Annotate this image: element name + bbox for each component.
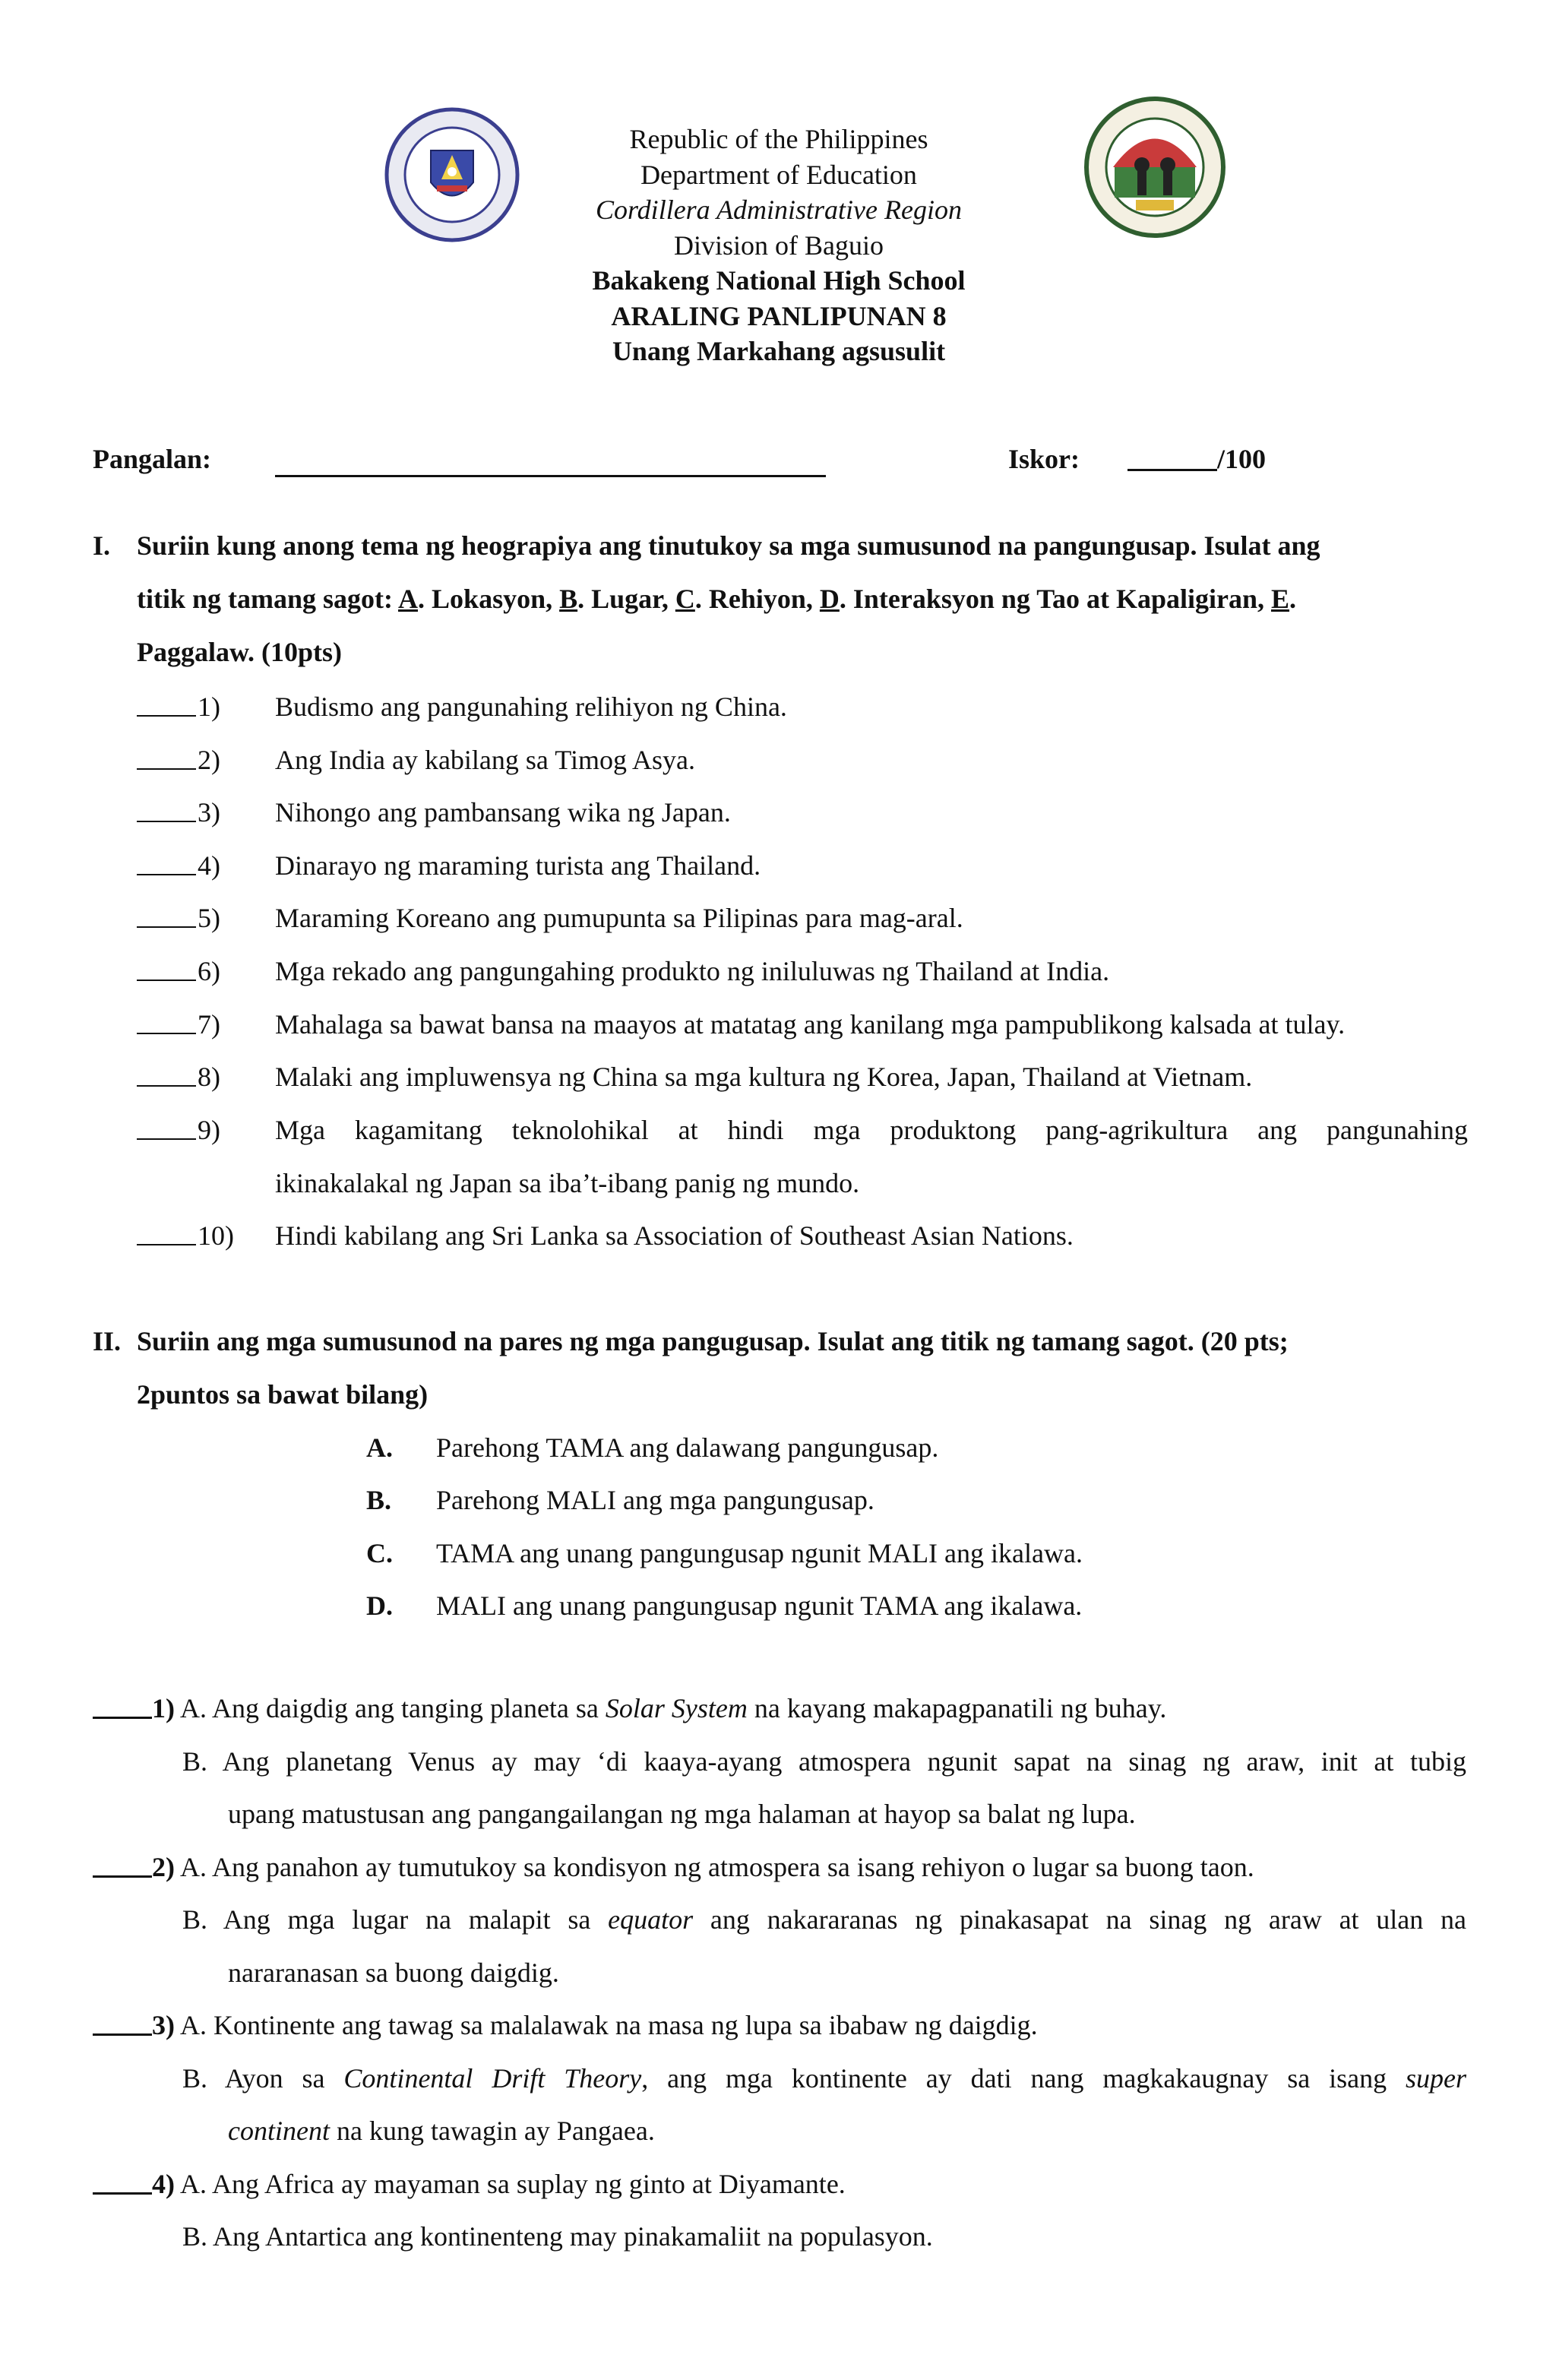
question-text: Nihongo ang pambansang wika ng Japan. xyxy=(275,797,731,828)
header-region: Cordillera Administrative Region xyxy=(596,195,962,225)
answer-blank[interactable] xyxy=(137,998,198,1051)
question-text: Dinarayo ng maraming turista ang Thailand. xyxy=(275,850,761,881)
name-blank[interactable] xyxy=(275,475,826,477)
question-number: 1) xyxy=(152,1693,175,1723)
header-republic: Republic of the Philippines xyxy=(629,124,928,154)
option-a-letter: A xyxy=(398,584,419,614)
option-e-text: . xyxy=(1289,584,1297,614)
part2-question xyxy=(93,1840,1254,1894)
choice-text: MALI ang unang pangungusap ngunit TAMA ang ikalawa. xyxy=(436,1590,1083,1621)
statement-a: A. Ang panahon ay tumutukoy sa kondisyon ng atmospera sa isang rehiyon o lugar sa buong taon. xyxy=(175,1852,1254,1882)
part1-instruction-line3: Paggalaw. (10pts) xyxy=(137,637,342,667)
question-text: Mga rekado ang pangungahing produkto ng iniluluwas ng Thailand at India. xyxy=(275,956,1110,986)
answer-blank[interactable] xyxy=(137,733,198,786)
name-score-row xyxy=(93,443,1468,481)
option-c-text: . Rehiyon, xyxy=(694,584,820,614)
option-d-letter: D xyxy=(819,584,840,614)
statement-b-end: ang nakararanas ng pinakasapat na sinag ng araw at ulan na xyxy=(693,1904,1466,1935)
question-number: 5) xyxy=(198,903,220,933)
statement-b-emphasis-3: continent xyxy=(228,2116,330,2146)
answer-blank[interactable] xyxy=(137,945,198,998)
header-school: Bakakeng National High School xyxy=(592,265,966,296)
answer-blank[interactable] xyxy=(137,680,198,733)
answer-blank[interactable] xyxy=(137,1209,198,1262)
statement-b-emphasis-2: super xyxy=(1406,2063,1467,2094)
statement-b-emphasis: equator xyxy=(608,1904,694,1935)
part1-instruction-line2 xyxy=(137,572,1474,625)
statement-a: A. Ang daigdig ang tanging planeta sa xyxy=(175,1693,606,1723)
option-a-text: . Lokasyon, xyxy=(418,584,560,614)
choice-text: Parehong TAMA ang dalawang pangungusap. xyxy=(436,1432,939,1463)
choice-letter: C. xyxy=(366,1538,393,1568)
header-exam-title: Unang Markahang agsusulit xyxy=(612,336,946,366)
header-subject: ARALING PANLIPUNAN 8 xyxy=(611,300,947,331)
answer-blank[interactable] xyxy=(137,1103,198,1157)
question-number: 4) xyxy=(198,850,220,881)
score-field[interactable] xyxy=(1127,443,1266,475)
choice-letter: B. xyxy=(366,1485,392,1515)
question-text: Maraming Koreano ang pumupunta sa Pilipinas para mag-aral. xyxy=(275,903,963,933)
header-division: Division of Baguio xyxy=(674,229,884,261)
question-number: 4) xyxy=(152,2169,175,2199)
statement-a: A. Kontinente ang tawag sa malalawak na masa ng lupa sa ibabaw ng daigdig. xyxy=(175,2010,1038,2040)
question-text: Hindi kabilang ang Sri Lanka sa Association of Southeast Asian Nations. xyxy=(275,1220,1074,1251)
statement-b-emphasis: Continental Drift Theory xyxy=(343,2063,642,2094)
statement-a-end: na kayang makapagpanatili ng buhay. xyxy=(747,1693,1167,1723)
answer-blank[interactable] xyxy=(93,2157,152,2195)
part2-question xyxy=(93,1999,1038,2052)
header-department: Department of Education xyxy=(640,159,917,190)
score-label: Iskor: xyxy=(1008,444,1080,474)
answer-blank[interactable] xyxy=(93,1999,152,2036)
question-text: Ang India ay kabilang sa Timog Asya. xyxy=(275,745,695,775)
part2-question xyxy=(93,2157,846,2211)
choice-text: Parehong MALI ang mga pangungusap. xyxy=(436,1485,874,1515)
statement-b xyxy=(182,2052,1466,2105)
answer-blank[interactable] xyxy=(93,1682,152,1719)
statement-b-continued: upang matustusan ang pangangailangan ng mga halaman at hayop sa balat ng lupa. xyxy=(228,1799,1136,1829)
question-number: 10) xyxy=(198,1220,234,1251)
question-text: Budismo ang pangunahing relihiyon ng China. xyxy=(275,692,787,722)
statement-b-end: na kung tawagin ay Pangaea. xyxy=(329,2116,655,2146)
question-text: Mga kagamitang teknolohikal at hindi mga produktong pang-agrikultura ang pangunahing xyxy=(275,1115,1468,1145)
choice-letter: D. xyxy=(366,1590,393,1621)
option-e-letter: E xyxy=(1271,584,1290,614)
statement-b-start: B. Ang mga lugar na malapit sa xyxy=(182,1904,609,1935)
statement-b: B. Ang planetang Venus ay may ‘di kaaya-ayang atmospera ngunit sapat na sinag ng araw, init at tubig xyxy=(182,1746,1466,1777)
score-total: /100 xyxy=(1217,444,1267,474)
name-label: Pangalan: xyxy=(93,444,212,474)
option-d-text: . Interaksyon ng Tao at Kapaligiran, xyxy=(839,584,1271,614)
part2-instruction-line1: Suriin ang mga sumusunod na pares ng mga pangugusap. Isulat ang titik ng tamang sagot. (20 pts; xyxy=(137,1326,1289,1356)
part1-instr-prefix: titik ng tamang sagot: xyxy=(137,584,399,614)
option-c-letter: C xyxy=(675,584,695,614)
question-number: 7) xyxy=(198,1009,220,1040)
statement-b: B. Ang Antartica ang kontinenteng may pinakamaliit na populasyon. xyxy=(182,2221,933,2252)
question-text: Malaki ang impluwensya ng China sa mga kultura ng Korea, Japan, Thailand at Vietnam. xyxy=(275,1062,1253,1092)
question-number: 1) xyxy=(198,692,220,722)
statement-b-continued: nararanasan sa buong daigdig. xyxy=(228,1957,559,1988)
score-blank[interactable] xyxy=(1127,443,1217,471)
question-text-continued: ikinakalakal ng Japan sa iba’t-ibang panig ng mundo. xyxy=(275,1168,860,1198)
statement-b-start: B. Ayon sa xyxy=(182,2063,344,2094)
part1-instructions xyxy=(93,519,1468,679)
option-b-text: . Lugar, xyxy=(577,584,675,614)
statement-b-continued xyxy=(228,2104,655,2157)
choice-text: TAMA ang unang pangungusap ngunit MALI ang ikalawa. xyxy=(436,1538,1083,1568)
statement-a: A. Ang Africa ay mayaman sa suplay ng ginto at Diyamante. xyxy=(175,2169,846,2199)
part2-question xyxy=(93,1682,1166,1735)
question-number: 2) xyxy=(198,745,220,775)
choice-letter: A. xyxy=(366,1432,393,1463)
question-number: 6) xyxy=(198,956,220,986)
document-header xyxy=(456,122,1102,369)
option-b-letter: B xyxy=(559,584,578,614)
answer-blank[interactable] xyxy=(137,786,198,839)
part1-number: I. xyxy=(93,530,111,561)
part2-instructions xyxy=(93,1315,1468,1421)
statement-b-middle: , ang mga kontinente ay dati nang magkakaugnay sa isang xyxy=(641,2063,1406,2094)
question-number: 3) xyxy=(152,2010,175,2040)
answer-blank[interactable] xyxy=(137,839,198,892)
question-text: Mahalaga sa bawat bansa na maayos at matatag ang kanilang mga pampublikong kalsada at tulay. xyxy=(275,1009,1346,1040)
part2-number: II. xyxy=(93,1326,122,1356)
answer-blank[interactable] xyxy=(93,1840,152,1878)
statement-b xyxy=(182,1893,1466,1946)
school-logo xyxy=(1083,95,1227,239)
answer-blank[interactable] xyxy=(137,1050,198,1103)
part2-instruction-line2: 2puntos sa bawat bilang) xyxy=(137,1379,429,1410)
statement-a-emphasis: Solar System xyxy=(605,1693,748,1723)
part1-instruction-line1: Suriin kung anong tema ng heograpiya ang tinutukoy sa mga sumusunod na pangungusap. Isulat ang xyxy=(137,530,1320,561)
question-number: 3) xyxy=(198,797,220,828)
question-number: 2) xyxy=(152,1852,175,1882)
question-number: 8) xyxy=(198,1062,220,1092)
answer-blank[interactable] xyxy=(137,891,198,945)
question-number: 9) xyxy=(198,1115,220,1145)
